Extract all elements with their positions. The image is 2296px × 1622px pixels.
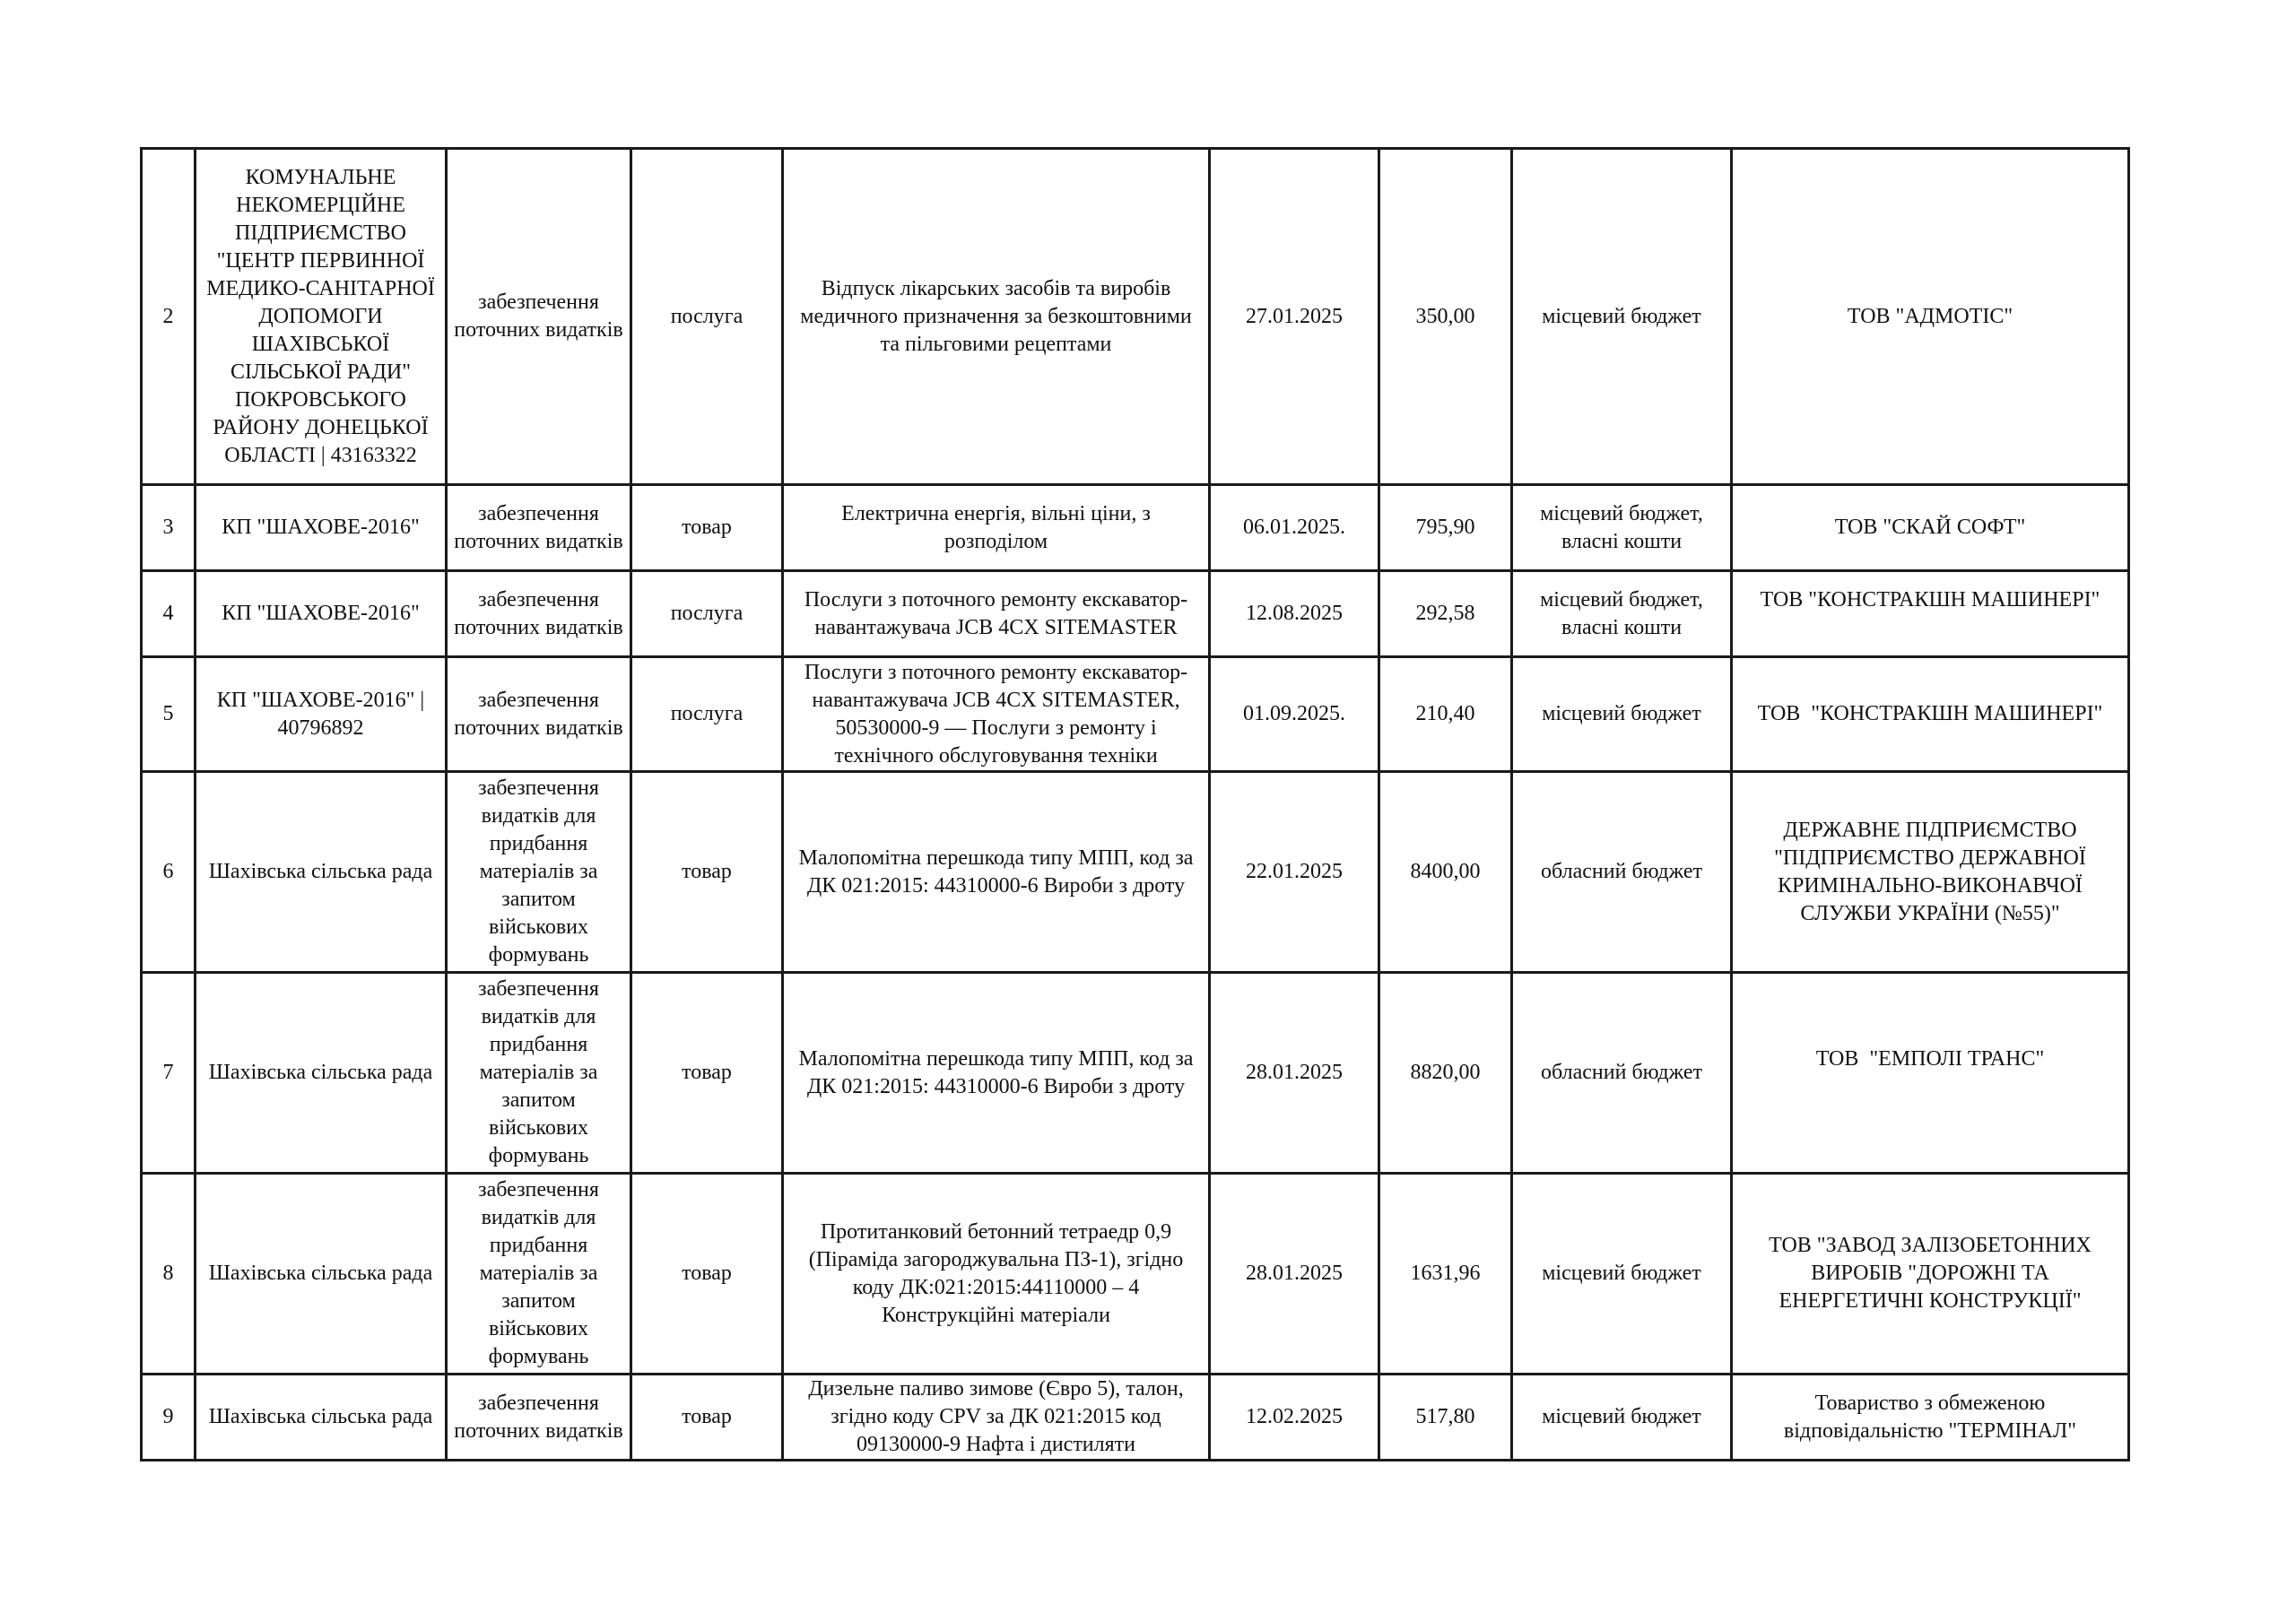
cell-amount: 795,90 <box>1379 485 1512 571</box>
cell-supplier <box>1732 571 2129 657</box>
cell-subject: Дизельне паливо зимове (Євро 5), талон, згідно коду CPV за ДК 021:2015 код 09130000-9 Нафта і дистиляти <box>783 1375 1210 1461</box>
cell-date: 01.09.2025. <box>1210 657 1379 772</box>
cell-customer: Шахівська сільська рада <box>196 1174 447 1375</box>
cell-number: 6 <box>142 772 196 973</box>
cell-date: 06.01.2025. <box>1210 485 1379 571</box>
cell-amount: 8820,00 <box>1379 973 1512 1174</box>
cell-funding-source: місцевий бюджет <box>1512 657 1732 772</box>
cell-date: 22.01.2025 <box>1210 772 1379 973</box>
table-row <box>142 571 2129 657</box>
cell-funding-source: місцевий бюджет <box>1512 149 1732 485</box>
table-row <box>142 657 2129 772</box>
cell-amount: 292,58 <box>1379 571 1512 657</box>
cell-purpose: забезпечення видатків для придбання матеріалів за запитом військових формувань <box>447 973 631 1174</box>
cell-supplier: ТОВ "КОНСТРАКШН МАШИНЕРІ" <box>1732 657 2129 772</box>
cell-subject: Відпуск лікарських засобів та виробів медичного призначення за безкоштовними та пільговими рецептами <box>783 149 1210 485</box>
procurement-table <box>140 147 2130 1462</box>
cell-supplier: ТОВ "АДМОТІС" <box>1732 149 2129 485</box>
cell-supplier: Товариство з обмеженою відповідальністю "ТЕРМІНАЛ" <box>1732 1375 2129 1461</box>
cell-purpose: забезпечення видатків для придбання матеріалів за запитом військових формувань <box>447 1174 631 1375</box>
cell-amount: 210,40 <box>1379 657 1512 772</box>
cell-subject: Малопомітна перешкода типу МПП, код за ДК 021:2015: 44310000-6 Вироби з дроту <box>783 772 1210 973</box>
table-row <box>142 485 2129 571</box>
cell-number: 8 <box>142 1174 196 1375</box>
cell-supplier: ДЕРЖАВНЕ ПІДПРИЄМСТВО "ПІДПРИЄМСТВО ДЕРЖАВНОЇ КРИМІНАЛЬНО-ВИКОНАВЧОЇ СЛУЖБИ УКРАЇНИ (№55)" <box>1732 772 2129 973</box>
cell-customer: КП "ШАХОВЕ-2016" <box>196 485 447 571</box>
cell-customer: КОМУНАЛЬНЕ НЕКОМЕРЦІЙНЕ ПІДПРИЄМСТВО "ЦЕНТР ПЕРВИННОЇ МЕДИКО-САНІТАРНОЇ ДОПОМОГИ ШАХІВСЬКОЇ СІЛЬСЬКОЇ РАДИ" ПОКРОВСЬКОГО РАЙОНУ ДОНЕЦЬКОЇ ОБЛАСТІ | 43163322 <box>196 149 447 485</box>
cell-type: товар <box>631 485 783 571</box>
cell-number: 4 <box>142 571 196 657</box>
table-row <box>142 149 2129 485</box>
table-row <box>142 973 2129 1174</box>
table-row <box>142 1375 2129 1461</box>
cell-subject: Послуги з поточного ремонту екскаватор- навантажувача JCB 4CX SITEMASTER, 50530000-9 — Послуги з ремонту і технічного обслуговування техніки <box>783 657 1210 772</box>
cell-purpose: забезпечення поточних видатків <box>447 1375 631 1461</box>
cell-date: 27.01.2025 <box>1210 149 1379 485</box>
cell-funding-source: місцевий бюджет <box>1512 1174 1732 1375</box>
cell-date: 28.01.2025 <box>1210 1174 1379 1375</box>
cell-customer: Шахівська сільська рада <box>196 973 447 1174</box>
cell-type: товар <box>631 1174 783 1375</box>
cell-funding-source: обласний бюджет <box>1512 772 1732 973</box>
cell-subject: Малопомітна перешкода типу МПП, код за ДК 021:2015: 44310000-6 Вироби з дроту <box>783 973 1210 1174</box>
cell-funding-source: місцевий бюджет, власні кошти <box>1512 485 1732 571</box>
supplier-text: ТОВ "ЕМПОЛІ ТРАНС" <box>1815 1046 2045 1071</box>
cell-number: 7 <box>142 973 196 1174</box>
cell-funding-source: обласний бюджет <box>1512 973 1732 1174</box>
cell-purpose: забезпечення поточних видатків <box>447 485 631 571</box>
cell-amount: 1631,96 <box>1379 1174 1512 1375</box>
cell-purpose: забезпечення поточних видатків <box>447 149 631 485</box>
cell-number: 3 <box>142 485 196 571</box>
cell-supplier <box>1732 973 2129 1174</box>
cell-number: 5 <box>142 657 196 772</box>
cell-supplier: ТОВ "СКАЙ СОФТ" <box>1732 485 2129 571</box>
cell-customer: КП "ШАХОВЕ-2016" <box>196 571 447 657</box>
cell-supplier: ТОВ "ЗАВОД ЗАЛІЗОБЕТОННИХ ВИРОБІВ "ДОРОЖНІ ТА ЕНЕРГЕТИЧНІ КОНСТРУКЦІЇ" <box>1732 1174 2129 1375</box>
cell-purpose: забезпечення видатків для придбання матеріалів за запитом військових формувань <box>447 772 631 973</box>
cell-amount: 350,00 <box>1379 149 1512 485</box>
cell-customer: КП "ШАХОВЕ-2016" | 40796892 <box>196 657 447 772</box>
cell-subject: Послуги з поточного ремонту екскаватор- навантажувача JCB 4CX SITEMASTER <box>783 571 1210 657</box>
cell-type: товар <box>631 973 783 1174</box>
cell-subject: Протитанковий бетонний тетраедр 0,9 (Піраміда загороджувальна ПЗ-1), згідно коду ДК:021:2015:44110000 – 4 Конструкційні матеріали <box>783 1174 1210 1375</box>
cell-number: 2 <box>142 149 196 485</box>
cell-date: 12.08.2025 <box>1210 571 1379 657</box>
cell-type: товар <box>631 1375 783 1461</box>
cell-type: послуга <box>631 571 783 657</box>
cell-date: 28.01.2025 <box>1210 973 1379 1174</box>
table-row <box>142 1174 2129 1375</box>
cell-purpose: забезпечення поточних видатків <box>447 571 631 657</box>
cell-subject: Електрична енергія, вільні ціни, з розподілом <box>783 485 1210 571</box>
cell-type: послуга <box>631 149 783 485</box>
cell-funding-source: місцевий бюджет, власні кошти <box>1512 571 1732 657</box>
cell-type: послуга <box>631 657 783 772</box>
cell-amount: 8400,00 <box>1379 772 1512 973</box>
supplier-text: ТОВ "КОНСТРАКШН МАШИНЕРІ" <box>1760 587 2100 612</box>
cell-type: товар <box>631 772 783 973</box>
cell-purpose: забезпечення поточних видатків <box>447 657 631 772</box>
cell-date: 12.02.2025 <box>1210 1375 1379 1461</box>
cell-funding-source: місцевий бюджет <box>1512 1375 1732 1461</box>
table-row <box>142 772 2129 973</box>
cell-amount: 517,80 <box>1379 1375 1512 1461</box>
cell-customer: Шахівська сільська рада <box>196 1375 447 1461</box>
cell-number: 9 <box>142 1375 196 1461</box>
cell-customer: Шахівська сільська рада <box>196 772 447 973</box>
